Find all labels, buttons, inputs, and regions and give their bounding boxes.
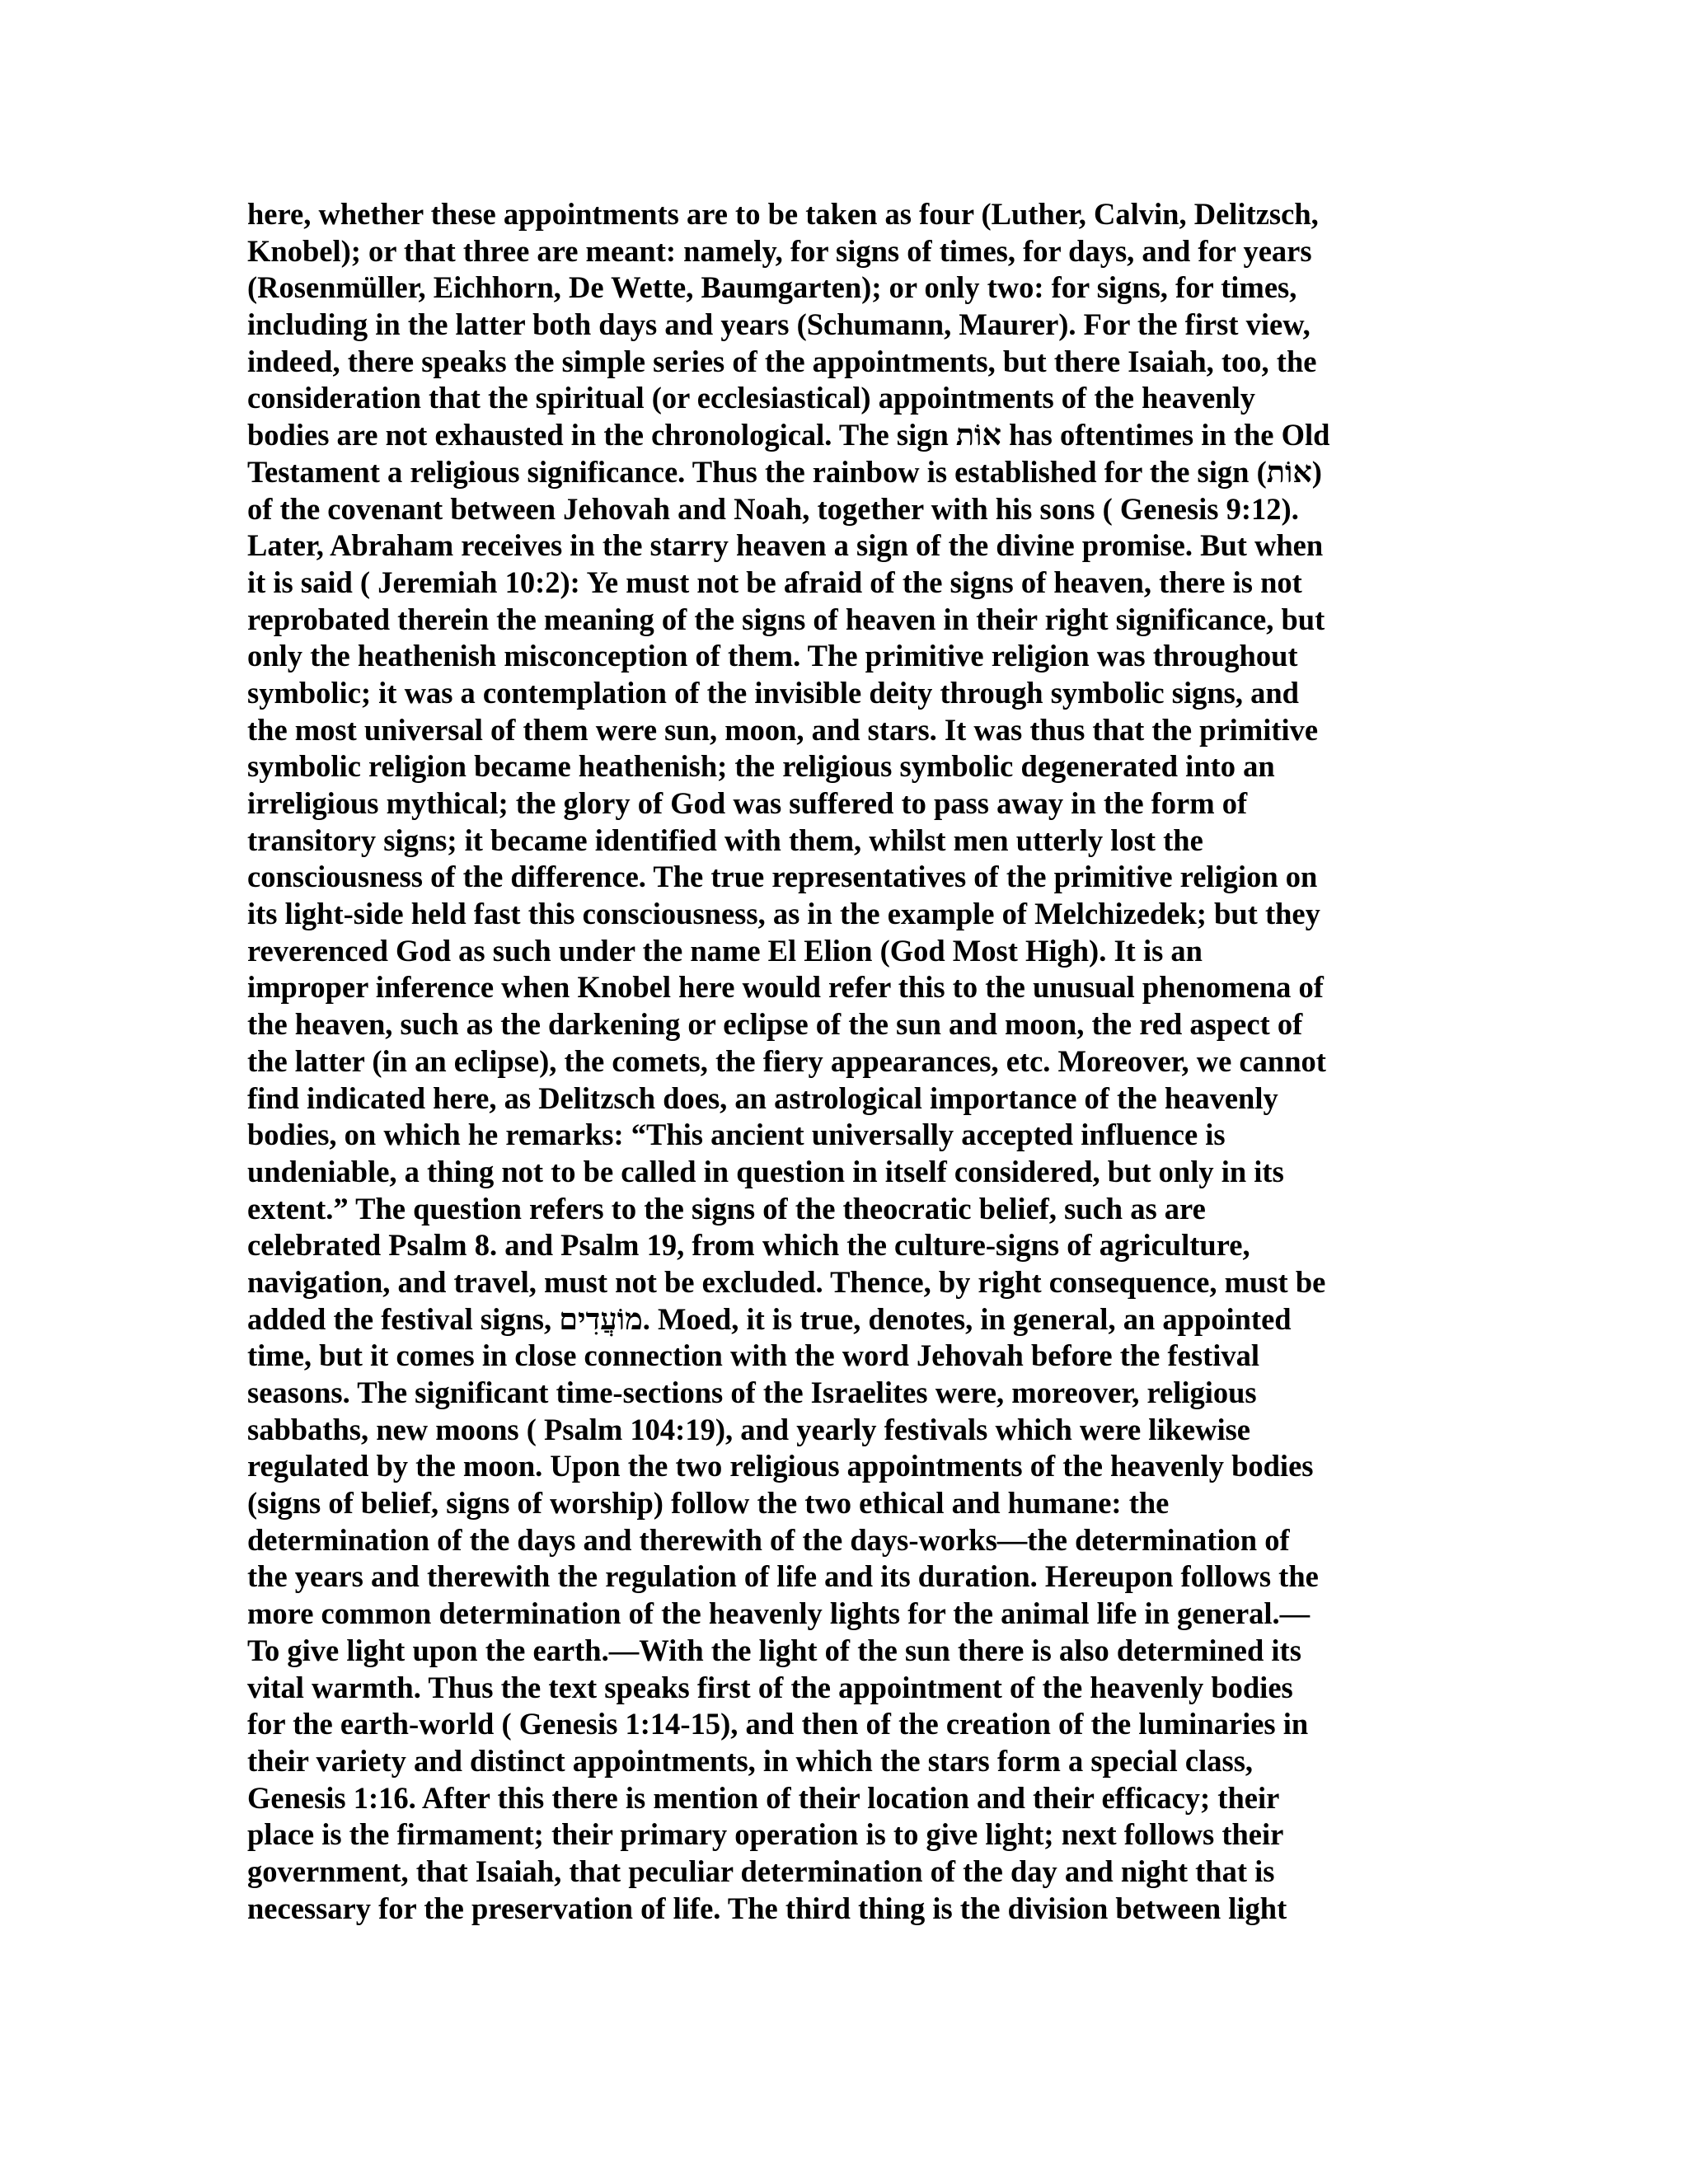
text-line: their variety and distinct appointments, in which the stars form a special class,	[247, 1743, 1254, 1778]
text-line: consciousness of the difference. The true representatives of the primitive religion on	[247, 860, 1318, 894]
text-line: reverenced God as such under the name El Elion (God Most High). It is an	[247, 933, 1203, 968]
text-line: Testament a religious significance. Thus the rainbow is established for the sign (אוֹת)	[247, 454, 1322, 489]
text-line: symbolic; it was a contemplation of the invisible deity through symbolic signs, and	[247, 675, 1299, 710]
text-line: navigation, and travel, must not be excluded. Thence, by right consequence, must be	[247, 1264, 1326, 1299]
text-line: here, whether these appointments are to be taken as four (Luther, Calvin, Delitzsch,	[247, 197, 1319, 231]
text-line: including in the latter both days and years (Schumann, Maurer). For the first view,	[247, 307, 1311, 342]
text-line: government, that Isaiah, that peculiar determination of the day and night that is	[247, 1854, 1275, 1888]
text-line: consideration that the spiritual (or ecclesiastical) appointments of the heavenly	[247, 381, 1255, 415]
text-line: improper inference when Knobel here would refer this to the unusual phenomena of	[247, 970, 1324, 1005]
text-line: symbolic religion became heathenish; the religious symbolic degenerated into an	[247, 749, 1275, 784]
text-line: place is the firmament; their primary operation is to give light; next follows their	[247, 1817, 1284, 1852]
text-line: the heaven, such as the darkening or eclipse of the sun and moon, the red aspect of	[247, 1007, 1303, 1042]
text-line: the latter (in an eclipse), the comets, the fiery appearances, etc. Moreover, we cannot	[247, 1043, 1326, 1078]
text-line: regulated by the moon. Upon the two religious appointments of the heavenly bodies	[247, 1449, 1314, 1483]
text-line: it is said ( Jeremiah 10:2): Ye must not be afraid of the signs of heaven, there is not	[247, 565, 1302, 599]
text-line: necessary for the preservation of life. The third thing is the division between light	[247, 1891, 1287, 1925]
text-line: undeniable, a thing not to be called in question in itself considered, but only in its	[247, 1154, 1284, 1188]
text-line: the years and therewith the regulation of life and its duration. Hereupon follows the	[247, 1559, 1319, 1594]
text-line: reprobated therein the meaning of the signs of heaven in their right significance, but	[247, 602, 1325, 636]
text-line: added the festival signs, מוֹעֲדִים. Moed, it is true, denotes, in general, an appointed	[247, 1301, 1292, 1336]
text-line: vital warmth. Thus the text speaks first of the appointment of the heavenly bodies	[247, 1670, 1293, 1704]
text-line: for the earth-world ( Genesis 1:14-15), and then of the creation of the luminaries in	[247, 1707, 1309, 1741]
text-line: extent.” The question refers to the signs of the theocratic belief, such as are	[247, 1191, 1206, 1226]
text-line: sabbaths, new moons ( Psalm 104:19), and yearly festivals which were likewise	[247, 1412, 1250, 1446]
text-line: only the heathenish misconception of them. The primitive religion was throughout	[247, 639, 1298, 673]
text-line: determination of the days and therewith of the days-works—the determination of	[247, 1522, 1290, 1557]
text-line: To give light upon the earth.—With the light of the sun there is also determined its	[247, 1633, 1301, 1667]
text-line: seasons. The significant time-sections of the Israelites were, moreover, religious	[247, 1376, 1257, 1409]
text-line: (Rosenmüller, Eichhorn, De Wette, Baumgarten); or only two: for signs, for times,	[247, 270, 1297, 305]
text-line: (signs of belief, signs of worship) follow the two ethical and humane: the	[247, 1486, 1170, 1521]
text-line: more common determination of the heavenly lights for the animal life in general.—	[247, 1596, 1311, 1631]
text-line: its light-side held fast this consciousness, as in the example of Melchizedek; but they	[247, 897, 1320, 931]
text-line: celebrated Psalm 8. and Psalm 19, from which the culture-signs of agriculture,	[247, 1228, 1250, 1263]
text-line: of the covenant between Jehovah and Noah, together with his sons ( Genesis 9:12).	[247, 491, 1299, 526]
text-line: Genesis 1:16. After this there is mention of their location and their efficacy; their	[247, 1780, 1280, 1815]
text-line: bodies, on which he remarks: “This ancient universally accepted influence is	[247, 1118, 1226, 1152]
text-line: irreligious mythical; the glory of God was suffered to pass away in the form of	[247, 786, 1248, 820]
text-line: Later, Abraham receives in the starry heaven a sign of the divine promise. But when	[247, 528, 1324, 563]
body-text	[247, 196, 1451, 1927]
text-line: transitory signs; it became identified with them, whilst men utterly lost the	[247, 823, 1203, 857]
text-line: Knobel); or that three are meant: namely, for signs of times, for days, and for years	[247, 233, 1312, 268]
text-line: time, but it comes in close connection with the word Jehovah before the festival	[247, 1338, 1260, 1373]
text-line: find indicated here, as Delitzsch does, an astrological importance of the heavenly	[247, 1080, 1278, 1115]
text-line: bodies are not exhausted in the chronological. The sign אוֹת has oftentimes in the Old	[247, 418, 1330, 452]
text-line: the most universal of them were sun, moon, and stars. It was thus that the primitive	[247, 712, 1319, 747]
text-line: indeed, there speaks the simple series of the appointments, but there Isaiah, too, the	[247, 344, 1317, 378]
